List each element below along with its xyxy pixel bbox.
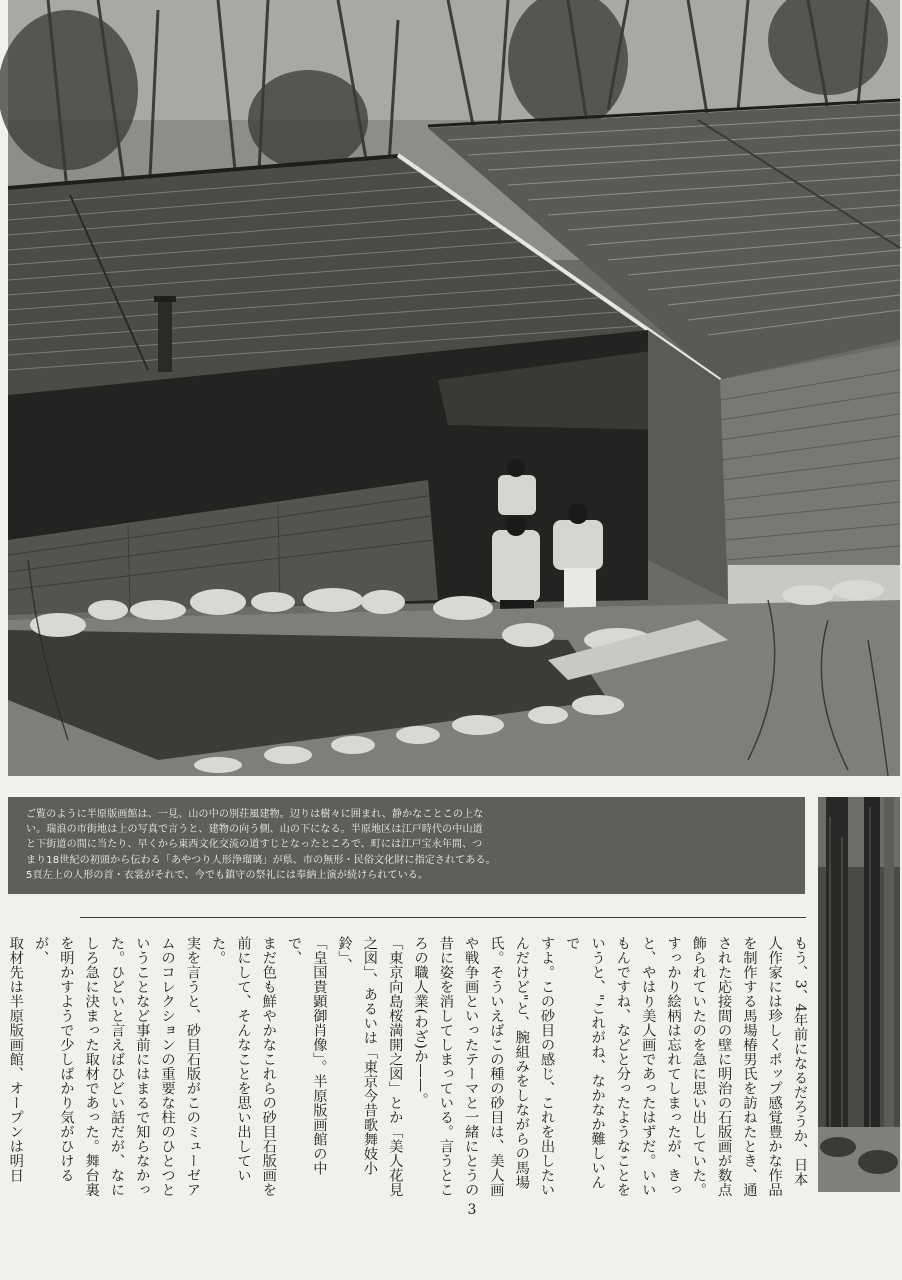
article-body: もう、3、4年前になるだろうか、日本 人作家には珍しくポップ感覚豊かな作品 を制作する馬場椿男氏を訪ねたとき、通 された応接間の壁に明治の石版画が数点 飾られていたのを急に思い出していた。 すっかり絵柄は忘れてしまったが、きっ と、やはり美人画であったはずだ。いい もんですね、などと分ったようなことを いうと、"これがね、なかなか難しいんで すよ。この砂目の感じ、これを出したい んだけど"と、腕組みをしながらの馬場 氏。そういえばこの種の砂目は、美人画 や戦争画といったテーマと一緒にとうの 昔に姿を消してしまっている。言うとこ ろの職人業(わざ)か——。 「東京向島桜満開之図」とか「美人花見 之図」、あるいは「東京今昔歌舞妓小鈴」、 「皇国貴顕御肖像」。半原版画館の中で、 まだ色も鮮やかなこれらの砂目石版画を 前にして、そんなことを思い出していた。 実を言うと、砂目石版がこのミューゼア ムのコレクションの重要な柱のひとつと いうことなど事前にはまるで知らなかっ た。ひどいと言えばひどい話だが、なに しろ急に決まった取材であった。舞台裏 を明かすようで少しばかり気がひけるが、 取材先は半原版画館、オープンは明日 — [7, 936, 808, 1197]
caption-band — [8, 797, 805, 894]
side-photo — [818, 797, 900, 1192]
photo-caption: ご覧のように半原版画館は、一見、山の中の別荘風建物。辺りは樹々に囲まれ、静かなことこの上な い。瑞浪の市街地は上の写真で言うと、建物の向う側、山の下になる。半原地区は江戸時代の中山道 と下街道の間に当たり、早くから東西文化交流の道すじとなったところで、町には江戸宝永年間、つ まり18世紀の初頭から伝わる「あやつり人形浄瑠璃」が県、市の無形・民俗文化財に指定されてある。 5頁左上の人形の首・衣裳がそれで、今でも鎮守の祭礼には奉納上演が続けられている。 — [26, 809, 496, 881]
photo-tree-trunks — [818, 797, 900, 1192]
house-photo — [8, 0, 900, 776]
separator-rule — [80, 917, 806, 918]
photo-house-in-forest — [8, 0, 900, 776]
page-number: 3 — [467, 1202, 477, 1218]
